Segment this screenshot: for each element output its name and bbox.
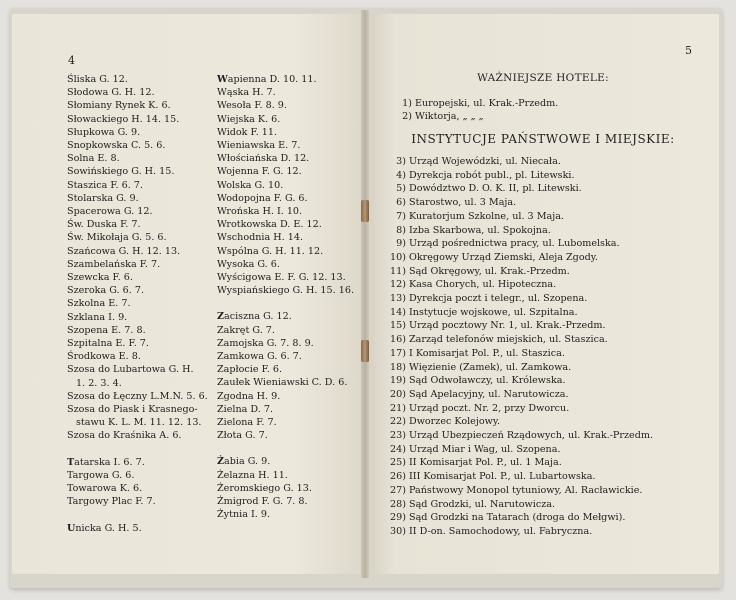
entry-text: Urząd Miar i Wag, ul. Szopena. bbox=[409, 443, 561, 455]
street-entry bbox=[217, 139, 354, 152]
institution-entry bbox=[387, 498, 653, 512]
street-entry bbox=[217, 310, 354, 323]
entry-text: Żelazna H. 11. bbox=[217, 469, 288, 481]
entry-text: Śliska G. 12. bbox=[67, 74, 128, 85]
institution-entry bbox=[387, 402, 653, 416]
entry-text: Szosa do Lubartowa G. H. bbox=[67, 364, 194, 376]
entry-text: Wysoka G. 6. bbox=[217, 258, 280, 270]
street-entry bbox=[67, 482, 208, 495]
entry-text: II Komisarjat Pol. P., ul. 1 Maja. bbox=[409, 457, 562, 469]
binding-gutter bbox=[361, 10, 369, 578]
left-page bbox=[12, 14, 363, 574]
entry-number: 6) bbox=[396, 197, 406, 209]
entry-text: Okręgowy Urząd Ziemski, Aleja Zgody. bbox=[409, 251, 598, 263]
street-entry bbox=[67, 152, 208, 165]
street-entry bbox=[67, 403, 208, 416]
institution-entry bbox=[387, 265, 653, 279]
entry-text: Dowództwo D. O. K. II, pl. Litewski. bbox=[409, 183, 582, 195]
entry-number: 9) bbox=[396, 238, 406, 250]
institution-entry bbox=[387, 196, 653, 210]
street-entry bbox=[67, 126, 208, 139]
entry-text: Włościańska D. 12. bbox=[217, 153, 310, 165]
institution-entry bbox=[387, 292, 653, 306]
street-entry bbox=[67, 495, 208, 508]
entry-text: Słodowa G. H. 12. bbox=[67, 87, 155, 99]
entry-text: Słomiany Rynek K. 6. bbox=[67, 100, 171, 112]
entry-text: Szambelańska F. 7. bbox=[67, 258, 161, 270]
entry-text: Więzienie (Zamek), ul. Zamkowa. bbox=[409, 361, 572, 373]
entry-number: 30) bbox=[390, 525, 406, 537]
entry-text: Żytnia I. 9. bbox=[217, 509, 270, 521]
entry-text: Słupkowa G. 9. bbox=[67, 126, 141, 138]
entry-number: 23) bbox=[390, 430, 406, 442]
entry-number: 5) bbox=[396, 183, 406, 195]
entry-number: 21) bbox=[390, 402, 406, 414]
entry-text: Wiktorja, „ „ „ bbox=[415, 110, 484, 122]
entry-number: 4) bbox=[396, 169, 406, 181]
entry-text: Starostwo, ul. 3 Maja. bbox=[409, 197, 517, 209]
entry-text: Św. Mikołaja G. 5. 6. bbox=[67, 232, 167, 244]
entry-initial: Ż bbox=[217, 456, 225, 468]
entry-text: Zapłocie F. 6. bbox=[217, 364, 282, 376]
street-entry bbox=[217, 165, 354, 178]
entry-number: 27) bbox=[390, 484, 406, 496]
street-entry bbox=[67, 192, 208, 205]
institution-entry bbox=[387, 525, 653, 539]
hotels-list bbox=[393, 98, 558, 123]
street-entry bbox=[217, 482, 354, 495]
street-entry bbox=[67, 73, 208, 86]
entry-text: Żmigrod F. G. 7. 8. bbox=[217, 496, 308, 508]
entry-text: Wrotkowska D. E. 12. bbox=[217, 219, 322, 231]
entry-text: nicka G. H. 5. bbox=[75, 522, 142, 534]
entry-text: Sąd Grodzki, ul. Narutowicza. bbox=[409, 498, 556, 510]
street-entry bbox=[217, 245, 354, 258]
entry-text: Sowińskiego G. H. 15. bbox=[67, 166, 175, 178]
institution-entry bbox=[387, 169, 653, 183]
entry-text: aciszna G. 12. bbox=[224, 311, 292, 323]
institution-entry bbox=[387, 251, 653, 265]
institution-entry bbox=[387, 155, 653, 169]
street-entry bbox=[67, 86, 208, 99]
street-entry bbox=[217, 390, 354, 403]
street-entry bbox=[217, 284, 354, 297]
entry-text: Szpitalna E. F. 7. bbox=[67, 338, 149, 350]
entry-text: Szklana I. 9. bbox=[67, 311, 128, 323]
entry-text: Urząd pocztowy Nr. 1, ul. Krak.-Przedm. bbox=[409, 320, 606, 332]
street-entry bbox=[67, 416, 208, 429]
street-entry bbox=[67, 205, 208, 218]
entry-text: Szosa do Piask i Krasnego- bbox=[67, 404, 198, 416]
street-entry bbox=[217, 152, 354, 165]
institution-entry bbox=[387, 319, 653, 333]
entry-text: Dyrekcja robót publ., pl. Litewski. bbox=[409, 169, 575, 181]
entry-text: Zarząd telefonów miejskich, ul. Staszica. bbox=[409, 334, 608, 346]
entry-number: 29) bbox=[390, 512, 406, 524]
street-entry bbox=[67, 231, 208, 244]
entry-initial: U bbox=[67, 522, 76, 534]
entry-text: Wąska H. 7. bbox=[217, 87, 276, 99]
street-entry bbox=[217, 73, 354, 86]
institution-entry bbox=[387, 182, 653, 196]
street-entry bbox=[67, 297, 208, 310]
entry-text: Szopena E. 7. 8. bbox=[67, 324, 146, 336]
street-entry bbox=[67, 284, 208, 297]
street-entry bbox=[67, 218, 208, 231]
entry-text: Żeromskiego G. 13. bbox=[217, 482, 312, 494]
institution-entry bbox=[387, 443, 653, 457]
street-entry bbox=[217, 192, 354, 205]
street-entry bbox=[217, 376, 354, 389]
street-entry bbox=[217, 508, 354, 521]
entry-number: 17) bbox=[390, 347, 406, 359]
hotels-heading: WAŻNIEJSZE HOTELE: bbox=[477, 72, 609, 84]
entry-number: 11) bbox=[390, 265, 406, 277]
institution-entry bbox=[387, 224, 653, 238]
entry-text: Dyrekcja poczt i telegr., ul. Szopena. bbox=[409, 293, 588, 305]
street-entry bbox=[217, 86, 354, 99]
entry-text: Urząd poczt. Nr. 2, przy Dworcu. bbox=[409, 402, 570, 414]
entry-text: stawu K. L. M. 11. 12. 13. bbox=[76, 417, 202, 429]
street-entry bbox=[217, 324, 354, 337]
institution-entry bbox=[387, 278, 653, 292]
street-entry bbox=[217, 350, 354, 363]
street-entry bbox=[217, 271, 354, 284]
entry-number: 12) bbox=[390, 279, 406, 291]
entry-text: Zamkowa G. 6. 7. bbox=[217, 351, 302, 363]
entry-initial: W bbox=[217, 74, 228, 85]
institution-entry bbox=[387, 456, 653, 470]
street-entry bbox=[217, 126, 354, 139]
entry-text: Targowa G. 6. bbox=[67, 469, 135, 481]
entry-number: 7) bbox=[396, 210, 406, 222]
institution-entry bbox=[387, 306, 653, 320]
entry-text: I Komisarjat Pol. P., ul. Staszica. bbox=[409, 347, 565, 359]
entry-text: Urząd Wojewódzki, ul. Niecała. bbox=[409, 156, 561, 167]
entry-number: 22) bbox=[390, 416, 406, 428]
hotel-entry bbox=[393, 98, 558, 111]
entry-number: 3) bbox=[396, 156, 406, 167]
street-entry bbox=[217, 99, 354, 112]
institution-entry bbox=[387, 470, 653, 484]
street-entry bbox=[67, 258, 208, 271]
entry-text: 1. 2. 3. 4. bbox=[76, 377, 122, 389]
institution-entry bbox=[387, 210, 653, 224]
street-entry bbox=[217, 179, 354, 192]
entry-text: Zgodna H. 9. bbox=[217, 390, 281, 402]
staple-upper bbox=[361, 200, 369, 222]
street-entry bbox=[67, 324, 208, 337]
street-entry bbox=[67, 139, 208, 152]
entry-text: Szosa do Kraśnika A. 6. bbox=[67, 430, 182, 442]
institution-entry bbox=[387, 333, 653, 347]
street-entry bbox=[67, 245, 208, 258]
entry-number: 10) bbox=[390, 251, 406, 263]
street-entry bbox=[217, 416, 354, 429]
entry-text: Wyścigowa E. F. G. 12. 13. bbox=[217, 272, 346, 284]
entry-number: 28) bbox=[390, 498, 406, 510]
entry-text: Zamojska G. 7. 8. 9. bbox=[217, 337, 314, 349]
page-number-right: 5 bbox=[685, 44, 692, 57]
street-entry bbox=[217, 231, 354, 244]
entry-text: Stolarska G. 9. bbox=[67, 192, 139, 204]
entry-text: atarska I. 6. 7. bbox=[74, 456, 145, 468]
institutions-heading: INSTYTUCJE PAŃSTWOWE I MIEJSKIE: bbox=[411, 132, 675, 146]
entry-text: Zakręt G. 7. bbox=[217, 324, 275, 336]
institution-entry bbox=[387, 511, 653, 525]
entry-number: 14) bbox=[390, 306, 406, 318]
entry-text: Urząd pośrednictwa pracy, ul. Lubomelska. bbox=[409, 238, 620, 250]
entry-text: Środkowa E. 8. bbox=[67, 351, 141, 363]
street-entry bbox=[67, 337, 208, 350]
entry-text: Wyspiańskiego G. H. 15. 16. bbox=[217, 285, 355, 297]
entry-text: Wodopojna F. G. 6. bbox=[217, 192, 308, 204]
institution-entry bbox=[387, 237, 653, 251]
entry-text: Zielna D. 7. bbox=[217, 403, 274, 415]
street-index-column-1 bbox=[67, 73, 208, 535]
street-entry bbox=[217, 455, 354, 468]
entry-text: Urząd Ubezpieczeń Rządowych, ul. Krak.-Przedm. bbox=[409, 430, 653, 442]
entry-text: Sąd Okręgowy, ul. Krak.-Przedm. bbox=[409, 265, 570, 277]
entry-text: Wolska G. 10. bbox=[217, 179, 284, 191]
entry-text: apienna D. 10. 11. bbox=[227, 74, 317, 85]
entry-number: 16) bbox=[390, 334, 406, 346]
entry-text: Wiejska K. 6. bbox=[217, 113, 281, 125]
entry-number: 24) bbox=[390, 443, 406, 455]
entry-text: Dworzec Kolejowy. bbox=[409, 416, 501, 428]
street-entry bbox=[217, 205, 354, 218]
institution-entry bbox=[387, 347, 653, 361]
entry-number: 25) bbox=[390, 457, 406, 469]
entry-text: Europejski, ul. Krak.-Przedm. bbox=[415, 98, 559, 109]
street-entry bbox=[67, 522, 208, 535]
entry-text: Św. Duska F. 7. bbox=[67, 219, 141, 231]
entry-text: Spacerowa G. 12. bbox=[67, 206, 153, 218]
entry-text: Szeroka G. 6. 7. bbox=[67, 285, 145, 297]
entry-text: Sąd Odwoławczy, ul. Królewska. bbox=[409, 375, 566, 387]
entry-initial: T bbox=[67, 456, 75, 468]
entry-initial: Z bbox=[217, 311, 225, 323]
street-entry bbox=[217, 495, 354, 508]
entry-number: 2) bbox=[402, 110, 412, 122]
entry-text: Towarowa K. 6. bbox=[67, 483, 143, 495]
entry-text: Snopkowska C. 5. 6. bbox=[67, 140, 166, 152]
entry-text: II D-on. Samochodowy, ul. Fabryczna. bbox=[409, 525, 593, 537]
entry-text: Państwowy Monopol tytuniowy, Al. Racławickie. bbox=[409, 484, 643, 496]
street-entry bbox=[67, 469, 208, 482]
street-entry bbox=[67, 429, 208, 442]
entry-text: III Komisarjat Pol. P., ul. Lubartowska. bbox=[409, 471, 596, 483]
institution-entry bbox=[387, 374, 653, 388]
street-entry bbox=[67, 179, 208, 192]
entry-text: Szosa do Łęczny L.M.N. 5. 6. bbox=[67, 390, 208, 402]
entry-text: Izba Skarbowa, ul. Spokojna. bbox=[409, 224, 551, 236]
entry-text: Wieniawska E. 7. bbox=[217, 140, 301, 152]
street-entry bbox=[67, 165, 208, 178]
entry-text: Szańcowa G. H. 12. 13. bbox=[67, 245, 181, 257]
street-entry bbox=[67, 390, 208, 403]
entry-text: Wojenna F. G. 12. bbox=[217, 166, 302, 178]
street-index-column-2 bbox=[217, 73, 354, 522]
street-entry bbox=[217, 337, 354, 350]
entry-number: 1) bbox=[402, 98, 412, 109]
page-number-left: 4 bbox=[68, 54, 75, 67]
street-entry bbox=[67, 377, 208, 390]
entry-text: Kuratorjum Szkolne, ul. 3 Maja. bbox=[409, 210, 564, 222]
entry-text: abia G. 9. bbox=[224, 456, 271, 468]
institutions-list bbox=[387, 155, 653, 539]
street-entry bbox=[217, 403, 354, 416]
entry-text: Zaułek Wieniawski C. D. 6. bbox=[217, 377, 348, 389]
entry-number: 8) bbox=[396, 224, 406, 236]
entry-text: Widok F. 11. bbox=[217, 126, 278, 138]
street-entry bbox=[217, 363, 354, 376]
entry-text: Szewcka F. 6. bbox=[67, 272, 133, 284]
street-entry bbox=[217, 113, 354, 126]
institution-entry bbox=[387, 388, 653, 402]
institution-entry bbox=[387, 415, 653, 429]
institution-entry bbox=[387, 361, 653, 375]
entry-text: Staszica F. 6. 7. bbox=[67, 179, 143, 191]
street-entry bbox=[67, 456, 208, 469]
entry-text: Słowackiego H. 14. 15. bbox=[67, 113, 180, 125]
entry-text: Szkolna E. 7. bbox=[67, 298, 131, 310]
entry-text: Instytucje wojskowe, ul. Szpitalna. bbox=[409, 306, 578, 318]
street-entry bbox=[217, 469, 354, 482]
institution-entry bbox=[387, 429, 653, 443]
entry-text: Solna E. 8. bbox=[67, 153, 120, 165]
right-page bbox=[367, 14, 719, 574]
street-entry bbox=[217, 429, 354, 442]
street-entry bbox=[67, 271, 208, 284]
entry-text: Kasa Chorych, ul. Hipoteczna. bbox=[409, 279, 557, 291]
street-entry bbox=[67, 363, 208, 376]
entry-number: 18) bbox=[390, 361, 406, 373]
entry-number: 20) bbox=[390, 388, 406, 400]
institution-entry bbox=[387, 484, 653, 498]
entry-text: Złota G. 7. bbox=[217, 430, 268, 442]
entry-text: Wschodnia H. 14. bbox=[217, 232, 303, 244]
entry-text: Zielona F. 7. bbox=[217, 417, 277, 429]
street-entry bbox=[67, 350, 208, 363]
entry-text: Wesoła F. 8. 9. bbox=[217, 100, 287, 112]
street-entry bbox=[217, 218, 354, 231]
entry-text: Wrońska H. I. 10. bbox=[217, 206, 303, 218]
staple-lower bbox=[361, 340, 369, 362]
entry-number: 19) bbox=[390, 375, 406, 387]
street-entry bbox=[67, 311, 208, 324]
entry-text: Targowy Plac F. 7. bbox=[67, 496, 156, 508]
entry-number: 13) bbox=[390, 293, 406, 305]
hotel-entry bbox=[393, 111, 558, 124]
entry-number: 26) bbox=[390, 471, 406, 483]
entry-number: 15) bbox=[390, 320, 406, 332]
street-entry bbox=[67, 99, 208, 112]
street-entry bbox=[67, 113, 208, 126]
entry-text: Sąd Apelacyjny, ul. Narutowicza. bbox=[409, 388, 569, 400]
entry-text: Sąd Grodzki na Tatarach (droga do Mełgwi). bbox=[409, 512, 626, 524]
street-entry bbox=[217, 258, 354, 271]
entry-text: Wspólna G. H. 11. 12. bbox=[217, 245, 324, 257]
